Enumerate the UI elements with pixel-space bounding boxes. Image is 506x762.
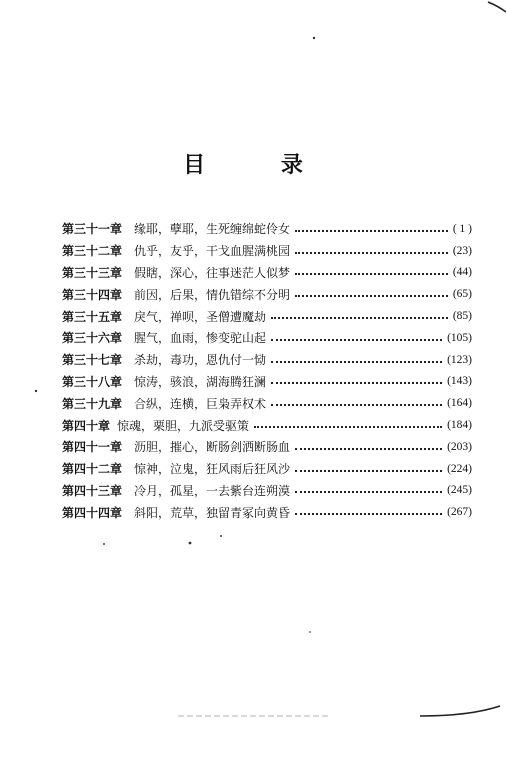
- chapter-title: 惊涛，骇浪，湖海腾狂澜: [134, 374, 267, 389]
- page-number: (224): [447, 462, 472, 475]
- page-number: (164): [447, 397, 472, 410]
- chapter-number: 第三十七章: [62, 353, 123, 368]
- chapter-number: 第四十二章: [62, 462, 123, 477]
- page-number: (143): [447, 375, 472, 388]
- chapter-title: 合纵，连横，巨枭弄权术: [134, 396, 267, 411]
- page-number: (267): [447, 506, 472, 519]
- chapter-number: 第三十三章: [62, 265, 123, 280]
- chapter-title: 杀劫，毒功，恩仇付一恸: [134, 353, 267, 368]
- chapter-title: 斜阳，荒草，独留青冢向黄昏: [134, 505, 291, 520]
- page-number: (44): [452, 266, 472, 279]
- chapter-number: 第三十二章: [62, 244, 123, 259]
- page-number: (184): [447, 419, 472, 432]
- chapter-number: 第四十章: [62, 418, 111, 433]
- page-number: ( 1 ): [452, 222, 472, 235]
- chapter-title: 假瞎，深心，往事迷茫人似梦: [134, 265, 291, 280]
- chapter-title: 戾气，禅呗，圣僧遭魔劫: [134, 309, 267, 324]
- page-number: (85): [452, 310, 472, 323]
- chapter-number: 第三十九章: [62, 396, 123, 411]
- chapter-number: 第三十八章: [62, 374, 123, 389]
- chapter-title: 冷月，孤星，一去紫台连朔漠: [134, 483, 291, 498]
- chapter-number: 第三十四章: [62, 287, 123, 302]
- page-number: (203): [447, 440, 472, 453]
- chapter-title: 腥气，血雨，惨变驼山起: [134, 331, 267, 346]
- chapter-number: 第三十六章: [62, 331, 123, 346]
- chapter-title: 缘耶，孽耶，生死缠绵蛇伶女: [134, 222, 291, 237]
- page-number: (105): [447, 331, 472, 344]
- chapter-title: 惊魂，栗胆，九派受驱策: [117, 418, 250, 433]
- chapter-number: 第四十四章: [62, 505, 123, 520]
- chapter-title: 仇乎，友乎，干戈血腥满桃园: [134, 244, 291, 259]
- chapter-number: 第四十一章: [62, 440, 123, 455]
- chapter-number: 第四十三章: [62, 483, 123, 498]
- chapter-number: 第三十五章: [62, 309, 123, 324]
- chapter-title: 前因，后果，情仇错综不分明: [134, 287, 291, 302]
- page-number: (65): [452, 288, 472, 301]
- chapter-title: 沥胆，摧心，断肠剑洒断肠血: [134, 440, 291, 455]
- chapter-title: 惊神，泣鬼，狂风雨后狂风沙: [134, 462, 291, 477]
- page-number: (245): [447, 484, 472, 497]
- page-number: (123): [447, 353, 472, 366]
- page-number: (23): [452, 244, 472, 257]
- chapter-number: 第三十一章: [62, 222, 123, 237]
- page-title: 目 录: [183, 153, 337, 178]
